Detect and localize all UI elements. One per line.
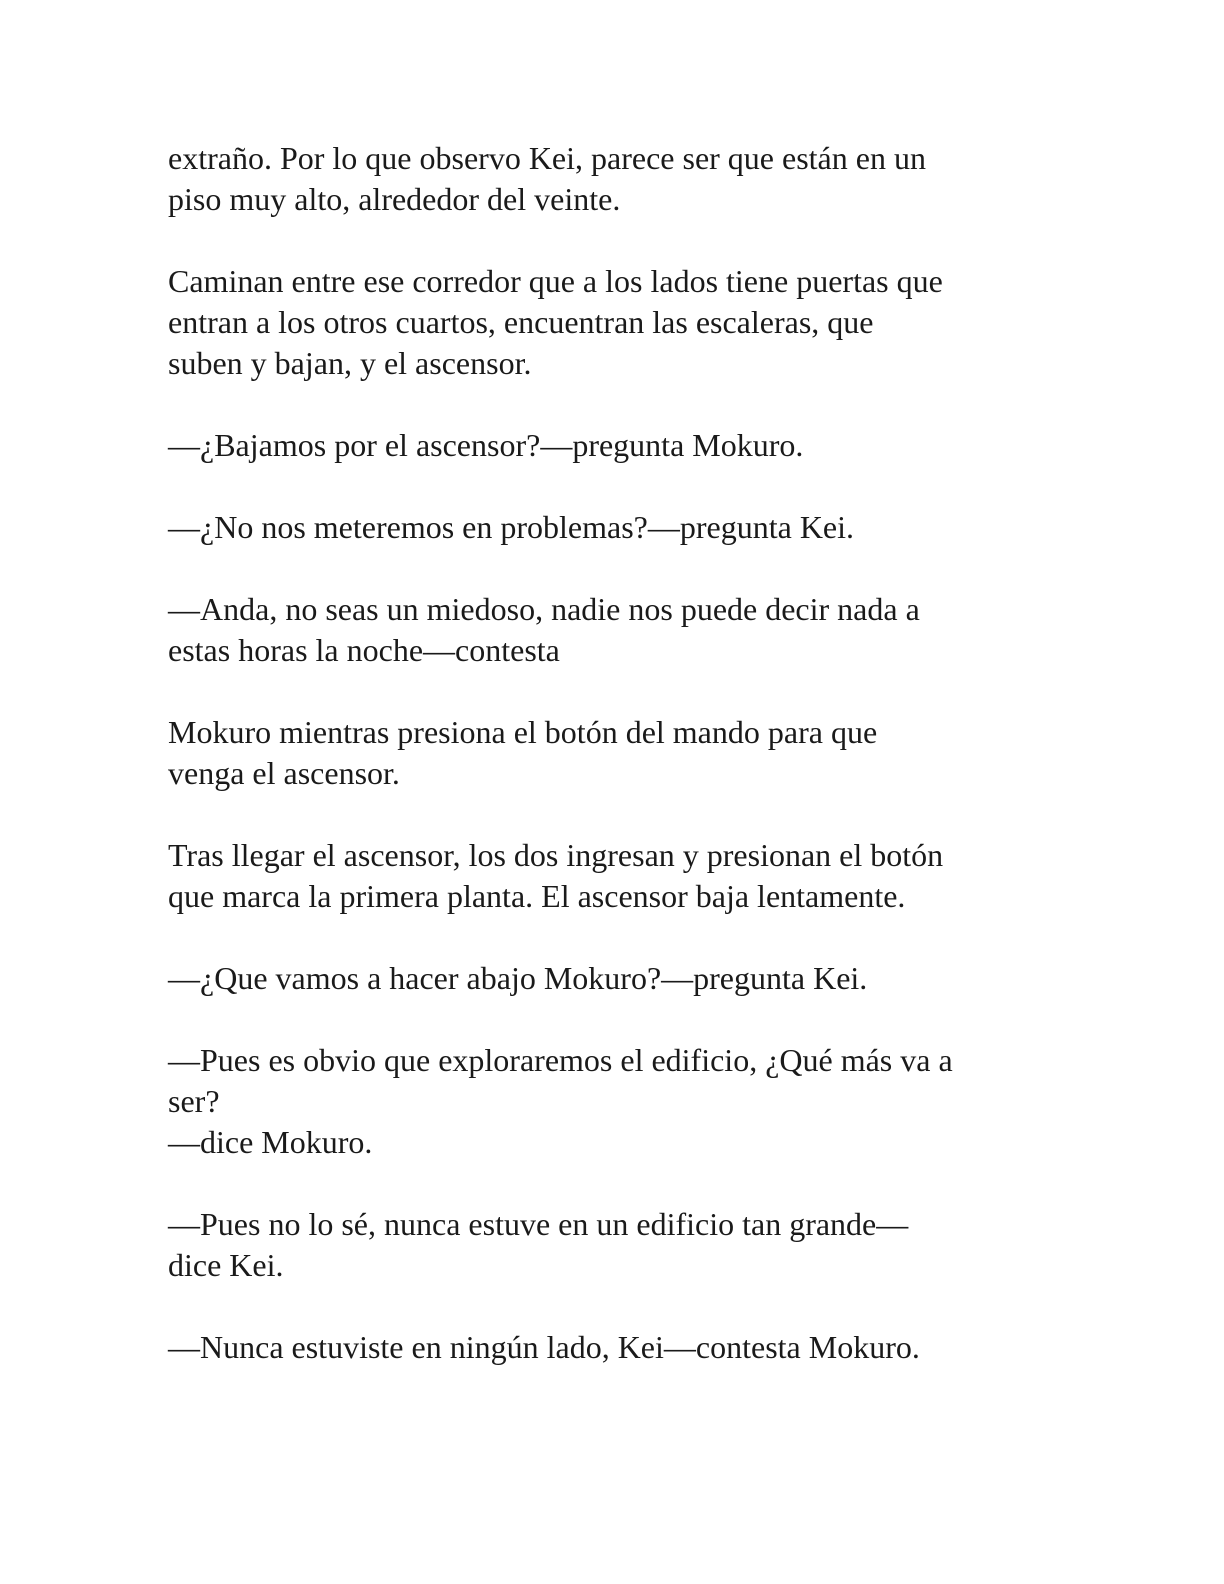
text-line: Mokuro mientras presiona el botón del mando para que	[168, 714, 878, 750]
text-line: ser?	[168, 1083, 220, 1119]
text-line: —dice Mokuro.	[168, 1124, 373, 1160]
text-line: —¿Que vamos a hacer abajo Mokuro?—pregunta Kei.	[168, 960, 868, 996]
paragraph-1	[168, 138, 1068, 220]
text-line: venga el ascensor.	[168, 755, 400, 791]
text-line: —¿No nos meteremos en problemas?—pregunta Kei.	[168, 509, 855, 545]
text-line: —Pues es obvio que exploraremos el edificio, ¿Qué más va a	[168, 1042, 953, 1078]
text-line: —Anda, no seas un miedoso, nadie nos puede decir nada a	[168, 591, 920, 627]
body-text	[168, 138, 1068, 1409]
text-line: Caminan entre ese corredor que a los lados tiene puertas que	[168, 263, 943, 299]
paragraph-5	[168, 589, 1068, 671]
paragraph-7	[168, 835, 1068, 917]
text-line: que marca la primera planta. El ascensor baja lentamente.	[168, 878, 906, 914]
text-line: suben y bajan, y el ascensor.	[168, 345, 532, 381]
text-line: entran a los otros cuartos, encuentran las escaleras, que	[168, 304, 874, 340]
text-line: piso muy alto, alrededor del veinte.	[168, 181, 621, 217]
paragraph-4	[168, 507, 1068, 548]
paragraph-10	[168, 1204, 1068, 1286]
text-line: Tras llegar el ascensor, los dos ingresan y presionan el botón	[168, 837, 944, 873]
paragraph-3	[168, 425, 1068, 466]
paragraph-11	[168, 1327, 1068, 1368]
text-line: extraño. Por lo que observo Kei, parece ser que están en un	[168, 140, 926, 176]
text-line: —¿Bajamos por el ascensor?—pregunta Mokuro.	[168, 427, 804, 463]
text-line: dice Kei.	[168, 1247, 284, 1283]
text-line: —Nunca estuviste en ningún lado, Kei—contesta Mokuro.	[168, 1329, 920, 1365]
text-line: estas horas la noche—contesta	[168, 632, 560, 668]
text-line: —Pues no lo sé, nunca estuve en un edificio tan grande—	[168, 1206, 909, 1242]
paragraph-2	[168, 261, 1068, 384]
paragraph-8	[168, 958, 1068, 999]
paragraph-6	[168, 712, 1068, 794]
paragraph-9	[168, 1040, 1068, 1163]
